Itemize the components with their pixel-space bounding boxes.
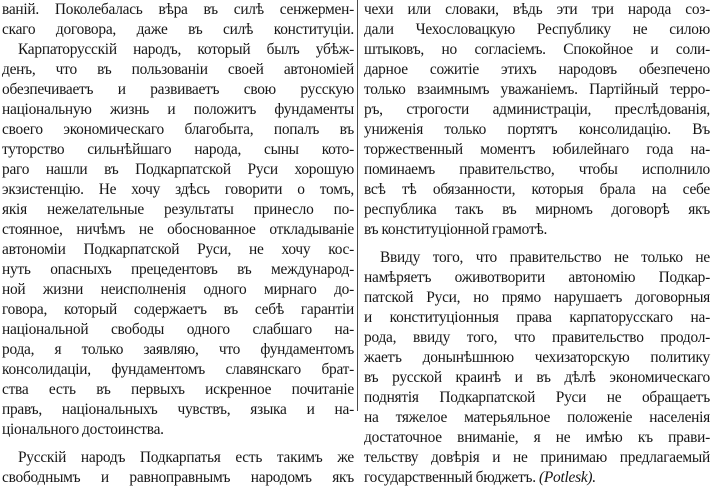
text-line [2, 240, 354, 260]
line-text: Русскій народъ Подкарпатья есть такимъ же [18, 449, 354, 466]
line-text: Карпаторусскій народъ, который былъ убѣж- [18, 41, 354, 58]
text-line [364, 80, 710, 100]
text-line [364, 268, 710, 288]
text-line [364, 180, 710, 200]
text-line [364, 288, 710, 308]
line-text: якія нежелательные результаты принесло по- [2, 201, 354, 218]
text-line [2, 180, 354, 200]
line-text: торжественный моментъ юбилейнаго года на- [364, 141, 710, 158]
line-text: экзистенцію. Не хочу здѣсь говорити о томъ, [2, 181, 354, 198]
text-line [364, 100, 710, 120]
text-line [2, 60, 354, 80]
text-line [2, 380, 354, 400]
line-text: автономіи Подкарпатской Руси, не хочу кос- [2, 241, 354, 258]
line-text: достаточное вниманіе, я не имѣю къ прави- [364, 429, 710, 446]
line-text: въ конституціонной грамотѣ. [364, 221, 548, 238]
line-text: обезпечиваетъ и развиваетъ свою русскую [2, 81, 354, 98]
line-text: рода, ввиду того, что правительство продол- [364, 329, 710, 346]
right-text-column [364, 0, 710, 488]
line-text: всѣ тѣ обязанности, которыя брала на себе [364, 181, 710, 198]
text-line [364, 120, 710, 140]
text-line [2, 420, 354, 440]
left-text-column [2, 0, 354, 488]
text-line [2, 200, 354, 220]
text-line [364, 160, 710, 180]
text-line [2, 448, 354, 468]
line-text: намѣряетъ оживотворити автономію Подкар- [364, 269, 710, 286]
line-text: національной свободы одного слабшаго на- [2, 321, 354, 338]
line-text: ваній. Поколебалась вѣра въ силѣ сенжермен- [2, 1, 354, 18]
line-text: скаго договора, даже въ силѣ конституціи. [2, 21, 354, 38]
line-text: рода, я только заявляю, что фундаментомъ [2, 341, 354, 358]
line-text: поднятія Подкарпатской Руси не обращаетъ [364, 389, 710, 406]
text-line [364, 408, 710, 428]
text-line [2, 160, 354, 180]
line-text: штыковъ, но согласіемъ. Спокойное и соли- [364, 41, 710, 58]
column-divider [357, 0, 358, 411]
line-text: говора, который содержаетъ въ себѣ гарантіи [2, 301, 354, 318]
line-text: раго нашли въ Подкарпатской Руси хорошую [2, 161, 354, 178]
text-line [2, 40, 354, 60]
text-line [364, 20, 710, 40]
line-text: своего экономическаго благобыта, попалъ въ [2, 121, 354, 138]
text-line [364, 428, 710, 448]
line-text: ной жизни неисполненія одного мирнаго до- [2, 281, 354, 298]
line-text: туторство сильнѣйшаго народа, сыны кото- [2, 141, 354, 158]
line-text: республика такъ въ мирномъ договорѣ якъ [364, 201, 710, 218]
text-line [364, 368, 710, 388]
text-line [364, 308, 710, 328]
text-line [364, 248, 710, 268]
line-text: чехи или словаки, вѣдь эти три народа соз- [364, 1, 710, 18]
line-text: и конституціонныя права карпаторусскаго на- [364, 309, 710, 326]
line-text: нуть опасныхъ прецедентовъ въ международ- [2, 261, 354, 278]
text-line [2, 260, 354, 280]
line-text: патской Руси, но прямо нарушаетъ договорныя [364, 289, 710, 306]
line-text: Ввиду того, что правительство не только не [380, 249, 710, 266]
text-line [364, 448, 710, 468]
text-line [364, 40, 710, 60]
line-text: только взаимнымъ уважаніемъ. Партійный терро- [364, 81, 710, 98]
text-line [364, 348, 710, 368]
text-line [364, 60, 710, 80]
text-line [2, 20, 354, 40]
text-line [364, 220, 710, 240]
text-line [364, 0, 710, 20]
line-text: тельству довѣрія и не принимаю предлагаемый [364, 449, 710, 466]
applause-note: (Potlesk). [538, 469, 596, 486]
text-line [364, 328, 710, 348]
text-line [2, 140, 354, 160]
text-line [2, 340, 354, 360]
line-text: дали Чехословацкую Республику не силою [364, 21, 710, 38]
text-line [364, 200, 710, 220]
text-line [2, 100, 354, 120]
line-text: государственный бюджетъ. [364, 469, 536, 486]
paragraph-gap [2, 440, 354, 448]
text-line [2, 280, 354, 300]
line-text: жаетъ донынѣшнюю чехизаторскую политику [364, 349, 710, 366]
line-text: денъ, что въ пользованіи своей автономіей [2, 61, 354, 78]
line-text: дарное сожитіе этихъ народовъ обезпечено [364, 61, 710, 78]
text-line [364, 140, 710, 160]
line-text: ръ, строгости администраціи, преслѣдованія, [364, 101, 710, 118]
text-line [364, 468, 710, 488]
line-text: поминаемъ правительство, чтобы исполнило [364, 161, 710, 178]
line-text: ціонального достоинства. [2, 421, 164, 438]
line-text: униженія только портятъ консолидацію. Въ [364, 121, 710, 138]
text-line [2, 120, 354, 140]
text-line [364, 388, 710, 408]
text-line [2, 360, 354, 380]
text-line [2, 300, 354, 320]
text-line [2, 80, 354, 100]
line-text: національную жизнь и положитъ фундаменты [2, 101, 354, 118]
line-text: правъ, національныхъ чувствъ, языка и на- [2, 401, 354, 418]
line-text: свободнымъ и равноправнымъ народомъ якъ [2, 469, 354, 486]
text-line [2, 468, 354, 488]
text-line [2, 220, 354, 240]
line-text: въ русской краинѣ и въ дѣлѣ экономическаго [364, 369, 710, 386]
line-text: на тяжелое матерьяльное положеніе населенія [364, 409, 710, 426]
text-line [2, 320, 354, 340]
text-line [2, 0, 354, 20]
line-text: стоянное, ничѣмъ не обоснованное откладываніе [2, 221, 354, 238]
paragraph-gap [364, 240, 710, 248]
text-line [2, 400, 354, 420]
line-text: ства есть въ первыхъ искренное почитаніе [2, 381, 354, 398]
line-text: консолидаціи, фундаментомъ славянскаго брат- [2, 361, 354, 378]
